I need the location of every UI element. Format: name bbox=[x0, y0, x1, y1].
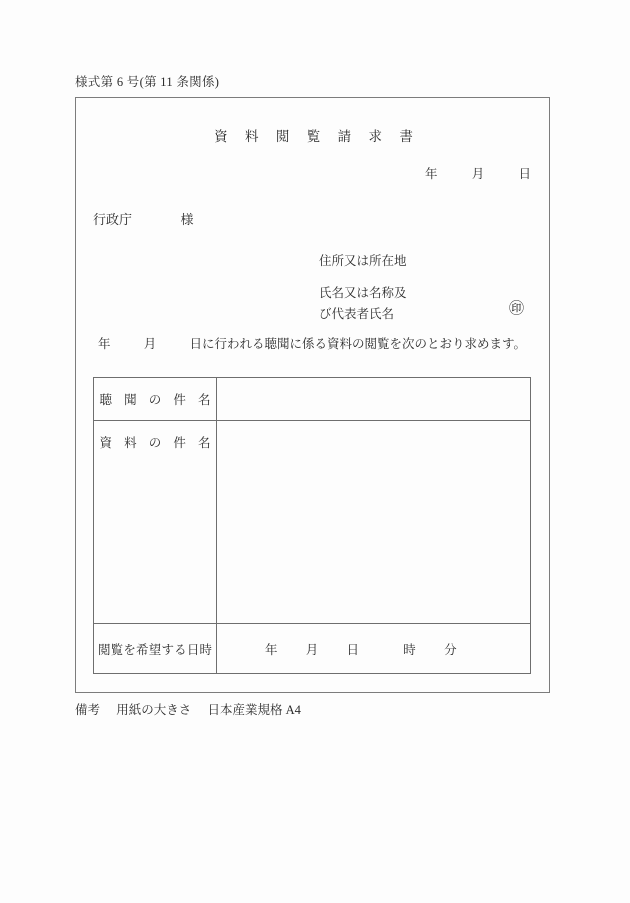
issue-date-line bbox=[425, 164, 531, 182]
material-subject-label: 資 料 の 件 名 bbox=[99, 436, 215, 450]
table-cell-label bbox=[94, 624, 217, 674]
desired-hour: 時 bbox=[403, 642, 416, 657]
desired-year: 年 bbox=[265, 642, 278, 657]
page-title: 資 料 閲 覧 請 求 書 bbox=[214, 129, 420, 144]
table-row-desired-datetime bbox=[94, 624, 531, 674]
applicant-block bbox=[319, 251, 525, 325]
desired-datetime-value[interactable] bbox=[217, 624, 531, 674]
seal-icon: ㊞ bbox=[509, 301, 525, 317]
table-cell-label bbox=[94, 421, 217, 624]
footnote-paper-label: 用紙の大きさ bbox=[116, 703, 192, 717]
applicant-name-row bbox=[319, 301, 525, 325]
table-row-material-subject bbox=[94, 421, 531, 624]
applicant-address-label: 住所又は所在地 bbox=[319, 254, 407, 268]
desired-month: 月 bbox=[305, 642, 319, 657]
addressee-honorific: 様 bbox=[180, 212, 194, 227]
hearing-subject-value[interactable] bbox=[217, 378, 531, 421]
hearing-subject-label: 聴 聞 の 件 名 bbox=[99, 393, 215, 407]
addressee-authority: 行政庁 bbox=[93, 212, 133, 227]
request-table bbox=[93, 377, 531, 674]
footnote-prefix: 備考 bbox=[75, 703, 101, 717]
request-month: 月 bbox=[143, 337, 157, 351]
desired-day: 日 bbox=[346, 642, 360, 657]
desired-datetime-fields bbox=[217, 640, 530, 658]
issue-date-day: 日 bbox=[518, 167, 531, 181]
table-row-hearing-subject bbox=[94, 378, 531, 421]
material-subject-value[interactable] bbox=[217, 421, 531, 624]
issue-date-month: 月 bbox=[471, 167, 485, 181]
desired-minute: 分 bbox=[444, 642, 457, 657]
applicant-name-label-line1: 氏名又は名称及 bbox=[319, 286, 407, 300]
issue-date-year: 年 bbox=[424, 167, 438, 181]
footnote-paper-size: 日本産業規格 A4 bbox=[207, 703, 301, 717]
request-sentence bbox=[98, 334, 526, 352]
form-outer-frame bbox=[75, 97, 550, 693]
table-cell-label bbox=[94, 378, 217, 421]
request-body: 日に行われる聴聞に係る資料の閲覧を次のとおり求めます。 bbox=[189, 337, 527, 351]
addressee-line bbox=[93, 209, 194, 228]
applicant-name-label-line2: び代表者氏名 bbox=[319, 307, 395, 321]
footnote bbox=[75, 700, 301, 718]
form-number-header: 様式第 6 号(第 11 条関係) bbox=[75, 75, 220, 89]
request-year: 年 bbox=[98, 337, 111, 351]
desired-datetime-label: 閲覧を希望する日時 bbox=[97, 642, 213, 657]
